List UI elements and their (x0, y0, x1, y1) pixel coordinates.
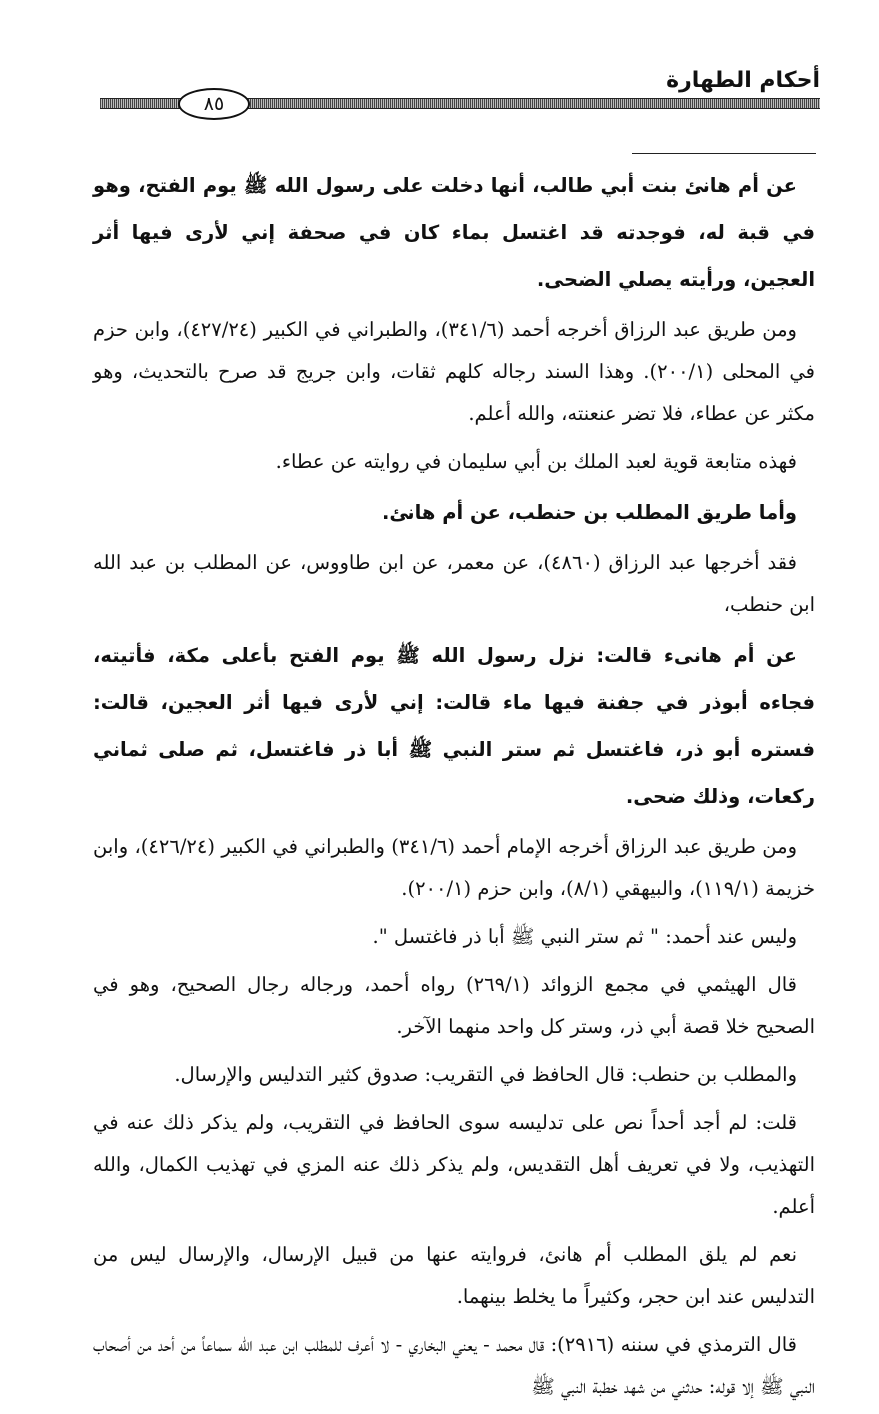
body-paragraph: فهذه متابعة قوية لعبد الملك بن أبي سليمان في روايته عن عطاء. (275, 450, 797, 473)
body-paragraph: قال الترمذي في سننه (٢٩١٦): قال محمد - يعني البخاري - لا أعرف للمطلب ابن عبد الله سماعاً من أحد من أصحاب النبي ﷺ إلا قوله: حدثني من شهد خطبة النبي ﷺ (93, 1333, 815, 1398)
page-number: ٨٥ (178, 88, 250, 120)
body-paragraph: والمطلب بن حنطب: قال الحافظ في التقريب: صدوق كثير التدليس والإرسال. (174, 1063, 797, 1086)
body-paragraph: ومن طريق عبد الرزاق أخرجه أحمد (٣٤١/٦)، والطبراني في الكبير (٤٢٧/٢٤)، وابن حزم في المحلى (٢٠٠/١). وهذا السند رجاله كلهم ثقات، وابن جريج قد صرح بالتحديث، وهو مكثر عن عطاء، فلا تضر عنعنته، والله أعلم. (93, 318, 816, 425)
section-heading: وأما طريق المطلب بن حنطب، عن أم هانئ. (381, 501, 797, 524)
body-paragraph: فقد أخرجها عبد الرزاق (٤٨٦٠)، عن معمر، عن ابن طاووس، عن المطلب بن عبد الله ابن حنطب، (93, 551, 815, 616)
page-body (93, 162, 815, 1414)
page-header (100, 58, 820, 128)
body-paragraph: وليس عند أحمد: " ثم ستر النبي ﷺ أبا ذر فاغتسل ". (372, 925, 797, 948)
body-paragraph: قال الهيثمي في مجمع الزوائد (٢٦٩/١) رواه أحمد، ورجاله رجال الصحيح، وهو في الصحيح خلا قصة أبي ذر، وستر كل واحد منهما الآخر. (93, 973, 815, 1038)
book-title: أحكام الطهارة (666, 68, 820, 93)
hadith-text: عن أم هانئ بنت أبي طالب، أنها دخلت على رسول الله ﷺ يوم الفتح، وهو في قبة له، فوجدته قد اغتسل بماء كان في صحفة إني لأرى فيها أثر العجين، ورأيته يصلي الضحى. (93, 174, 815, 291)
body-paragraph: قلت: لم أجد أحداً نص على تدليسه سوى الحافظ في التقريب، ولم يذكر ذلك عنه في التهذيب، ولا في تعريف أهل التقديس، ولم يذكر ذلك عنه المزي في تهذيب الكمال، والله أعلم. (93, 1111, 815, 1218)
section-divider (632, 153, 816, 154)
body-paragraph: نعم لم يلق المطلب أم هانئ، فروايته عنها من قبيل الإرسال، والإرسال ليس من التدليس عند ابن حجر، وكثيراً ما يخلط بينهما. (93, 1243, 815, 1308)
hadith-text: عن أم هانىء قالت: نزل رسول الله ﷺ يوم الفتح بأعلى مكة، فأتيته، فجاءه أبوذر في جفنة فيها ماء قالت: إني لأرى فيها أثر العجين، قالت: فستره أبو ذر، فاغتسل ثم ستر النبي ﷺ أبا ذر فاغتسل، ثم صلى ثماني ركعات، وذلك ضحى. (93, 644, 815, 808)
body-paragraph: ومن طريق عبد الرزاق أخرجه الإمام أحمد (٣٤١/٦) والطبراني في الكبير (٤٢٦/٢٤)، وابن خزيمة (١١٩/١)، والبيهقي (٨/١)، وابن حزم (٢٠٠/١). (93, 835, 815, 900)
